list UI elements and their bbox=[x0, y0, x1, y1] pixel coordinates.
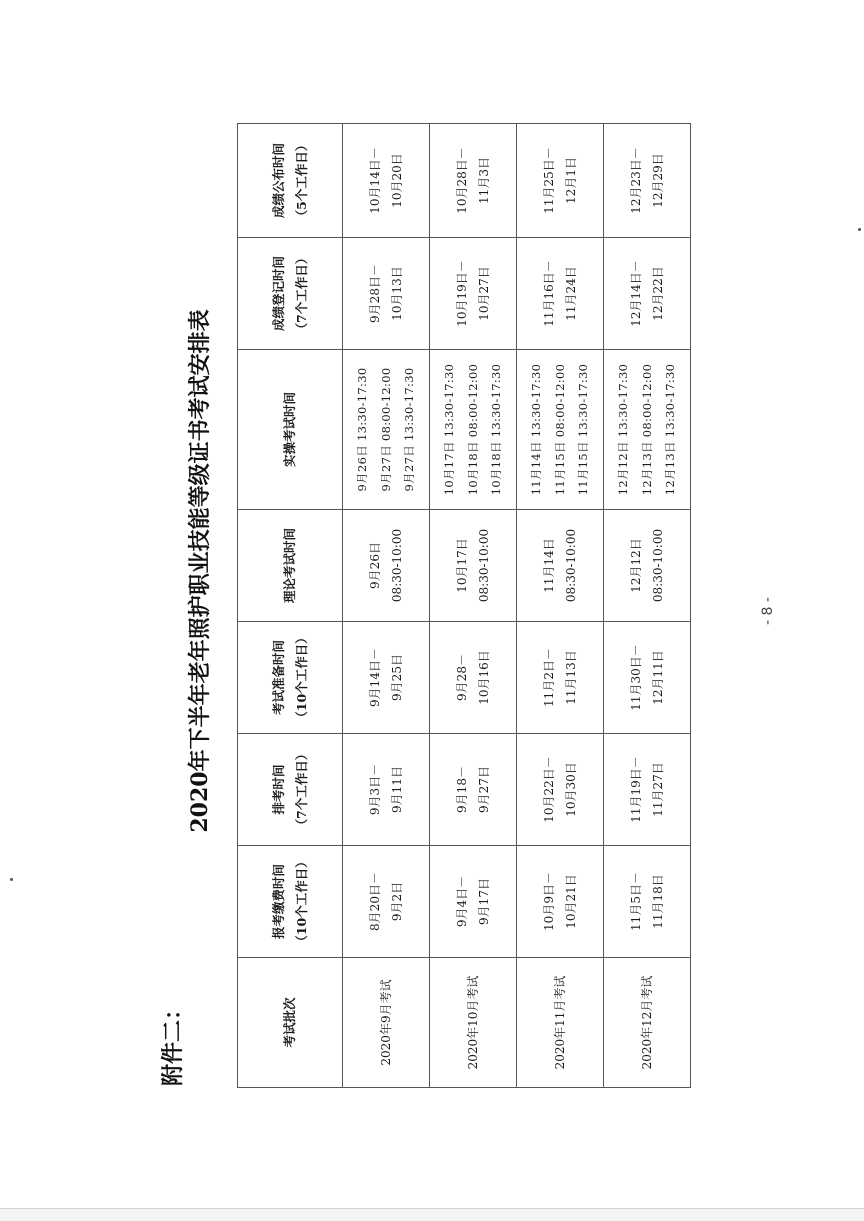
cell-score-entry: 12月14日－ 12月22日 bbox=[604, 238, 691, 350]
header-scheduling: 排考时间 （7个工作日） bbox=[238, 734, 343, 846]
cell-preparation: 9月28－ 10月16日 bbox=[430, 622, 517, 734]
page-number: - 8 - bbox=[760, 597, 776, 625]
cell-scheduling: 10月22日－ 10月30日 bbox=[517, 734, 604, 846]
scan-speck bbox=[858, 228, 861, 231]
table-header-row bbox=[238, 124, 343, 1088]
cell-scheduling: 11月19日－ 11月27日 bbox=[604, 734, 691, 846]
cell-registration: 10月9日－ 10月21日 bbox=[517, 846, 604, 958]
cell-registration: 8月20日－ 9月2日 bbox=[343, 846, 430, 958]
cell-scheduling: 9月3日－ 9月11日 bbox=[343, 734, 430, 846]
cell-score-release: 12月23日－ 12月29日 bbox=[604, 124, 691, 238]
exam-schedule-table bbox=[237, 123, 691, 1088]
cell-preparation: 11月30日－ 12月11日 bbox=[604, 622, 691, 734]
scan-speck bbox=[10, 878, 13, 881]
cell-registration: 9月4日－ 9月17日 bbox=[430, 846, 517, 958]
cell-registration: 11月5日－ 11月18日 bbox=[604, 846, 691, 958]
attachment-label: 附件二： bbox=[161, 997, 186, 1086]
cell-batch: 2020年9月考试 bbox=[343, 958, 430, 1088]
cell-batch: 2020年12月考试 bbox=[604, 958, 691, 1088]
header-batch: 考试批次 bbox=[238, 958, 343, 1088]
cell-practical: 11月14日 13:30-17:30 11月15日 08:00-12:00 11月15日 13:30-17:30 bbox=[517, 350, 604, 510]
cell-preparation: 11月2日－ 11月13日 bbox=[517, 622, 604, 734]
cell-score-release: 10月14日－ 10月20日 bbox=[343, 124, 430, 238]
cell-score-entry: 10月19日－ 10月27日 bbox=[430, 238, 517, 350]
cell-score-release: 11月25日－ 12月1日 bbox=[517, 124, 604, 238]
cell-practical: 12月12日 13:30-17:30 12月13日 08:00-12:00 12月13日 13:30-17:30 bbox=[604, 350, 691, 510]
header-preparation: 考试准备时间 （10个工作日） bbox=[238, 622, 343, 734]
cell-theory: 12月12日 08:30-10:00 bbox=[604, 510, 691, 622]
cell-theory: 11月14日 08:30-10:00 bbox=[517, 510, 604, 622]
table-row bbox=[430, 124, 517, 1088]
cell-theory: 10月17日 08:30-10:00 bbox=[430, 510, 517, 622]
header-registration: 报考缴费时间 （10个工作日） bbox=[238, 846, 343, 958]
cell-score-entry: 11月16日－ 11月24日 bbox=[517, 238, 604, 350]
cell-batch: 2020年10月考试 bbox=[430, 958, 517, 1088]
table-row bbox=[343, 124, 430, 1088]
cell-batch: 2020年11月考试 bbox=[517, 958, 604, 1088]
document-title: 2020年下半年老年照护职业技能等级证书考试安排表 bbox=[187, 309, 213, 833]
scan-bottom-edge bbox=[0, 1208, 864, 1221]
cell-theory: 9月26日 08:30-10:00 bbox=[343, 510, 430, 622]
cell-practical: 9月26日 13:30-17:30 9月27日 08:00-12:00 9月27日 13:30-17:30 bbox=[343, 350, 430, 510]
table-row bbox=[604, 124, 691, 1088]
header-practical: 实操考试时间 bbox=[238, 350, 343, 510]
cell-preparation: 9月14日－ 9月25日 bbox=[343, 622, 430, 734]
header-theory: 理论考试时间 bbox=[238, 510, 343, 622]
cell-scheduling: 9月18－ 9月27日 bbox=[430, 734, 517, 846]
cell-score-release: 10月28日－ 11月3日 bbox=[430, 124, 517, 238]
table-row bbox=[517, 124, 604, 1088]
header-score-entry: 成绩登记时间 （7个工作日） bbox=[238, 238, 343, 350]
cell-practical: 10月17日 13:30-17:30 10月18日 08:00-12:00 10月18日 13:30-17:30 bbox=[430, 350, 517, 510]
cell-score-entry: 9月28日－ 10月13日 bbox=[343, 238, 430, 350]
header-score-release: 成绩公布时间 （5个工作日） bbox=[238, 124, 343, 238]
